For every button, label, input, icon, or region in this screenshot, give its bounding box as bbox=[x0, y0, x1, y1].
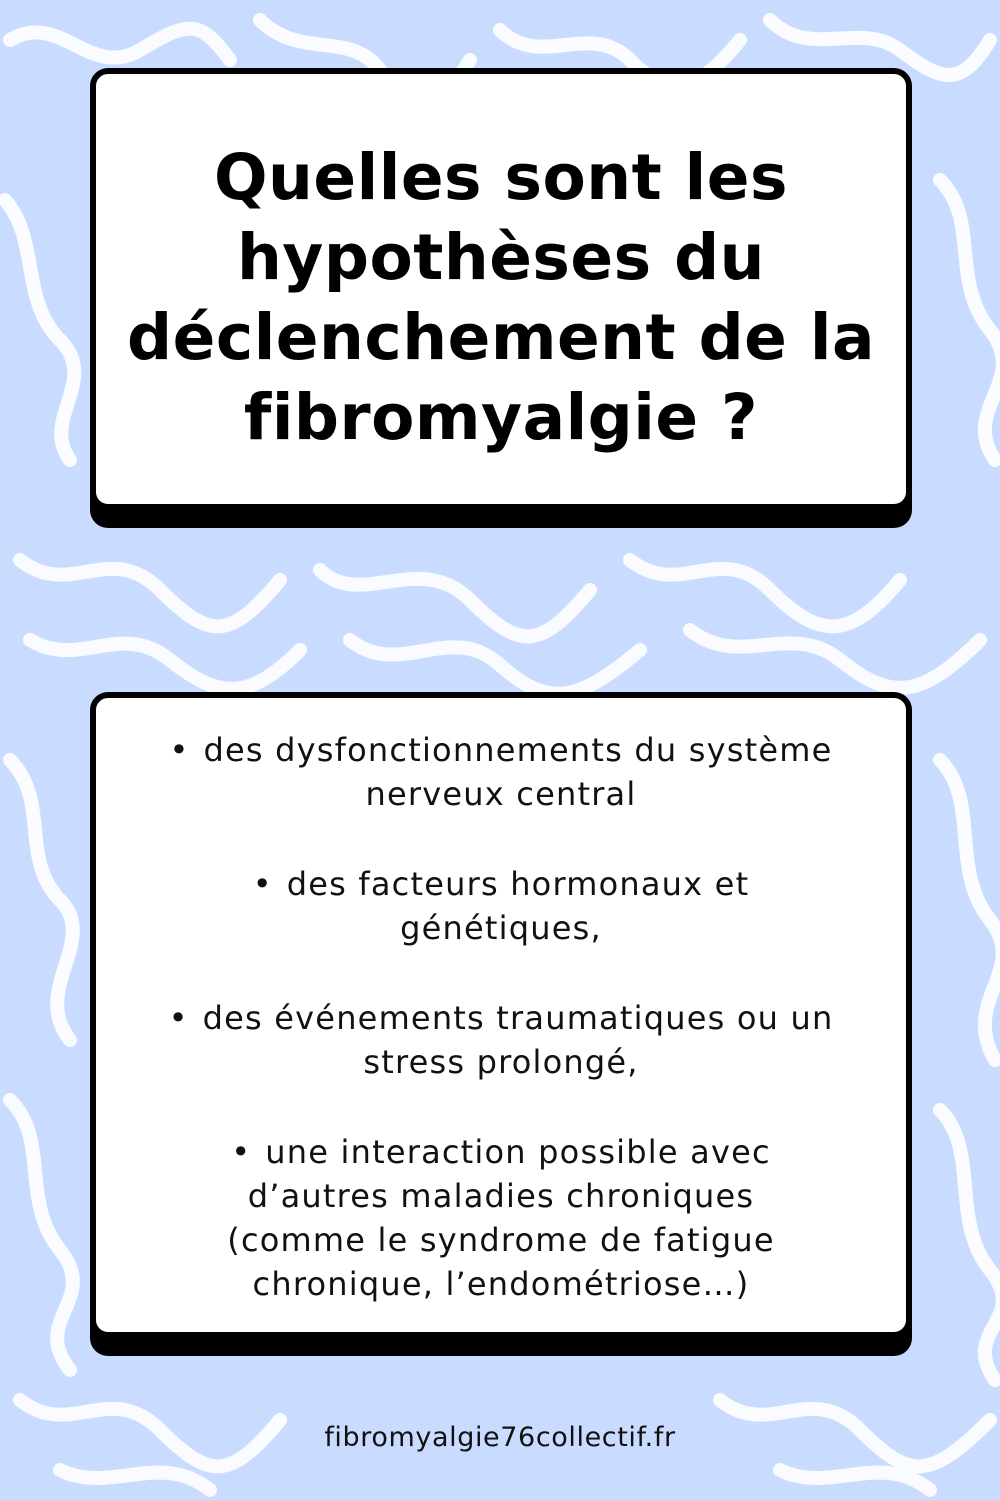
footer-website: fibromyalgie76collectif.fr bbox=[324, 1422, 676, 1453]
list-item bbox=[96, 862, 906, 950]
list-item bbox=[96, 996, 906, 1084]
list-item bbox=[96, 1130, 906, 1306]
list-item-text: d’autres maladies chroniques bbox=[247, 1177, 755, 1215]
list-item-text: des événements traumatiques ou un bbox=[202, 999, 834, 1037]
title-card bbox=[90, 68, 912, 510]
list-item-text: des facteurs hormonaux et bbox=[286, 865, 750, 903]
bullet-icon: • bbox=[231, 1133, 252, 1171]
list-item-text: génétiques, bbox=[400, 909, 602, 947]
list-item-text: chronique, l’endométriose…) bbox=[252, 1265, 750, 1303]
list-item-text: des dysfonctionnements du système bbox=[203, 731, 833, 769]
list-item-text: stress prolongé, bbox=[363, 1043, 639, 1081]
hypotheses-list bbox=[96, 728, 906, 1352]
bullet-icon: • bbox=[252, 865, 273, 903]
bullet-icon: • bbox=[168, 999, 189, 1037]
list-item bbox=[96, 728, 906, 816]
title-line: Quelles sont les bbox=[214, 141, 788, 214]
list-item-text: une interaction possible avec bbox=[265, 1133, 771, 1171]
list-item-text: (comme le syndrome de fatigue bbox=[227, 1221, 775, 1259]
title-line: hypothèses du bbox=[236, 221, 766, 294]
title-line: déclenchement de la bbox=[127, 301, 875, 374]
title-line: fibromyalgie ? bbox=[243, 381, 759, 454]
list-item-text: nerveux central bbox=[365, 775, 637, 813]
page-title bbox=[96, 138, 906, 458]
bullet-icon: • bbox=[169, 731, 190, 769]
hypotheses-card bbox=[90, 692, 912, 1338]
